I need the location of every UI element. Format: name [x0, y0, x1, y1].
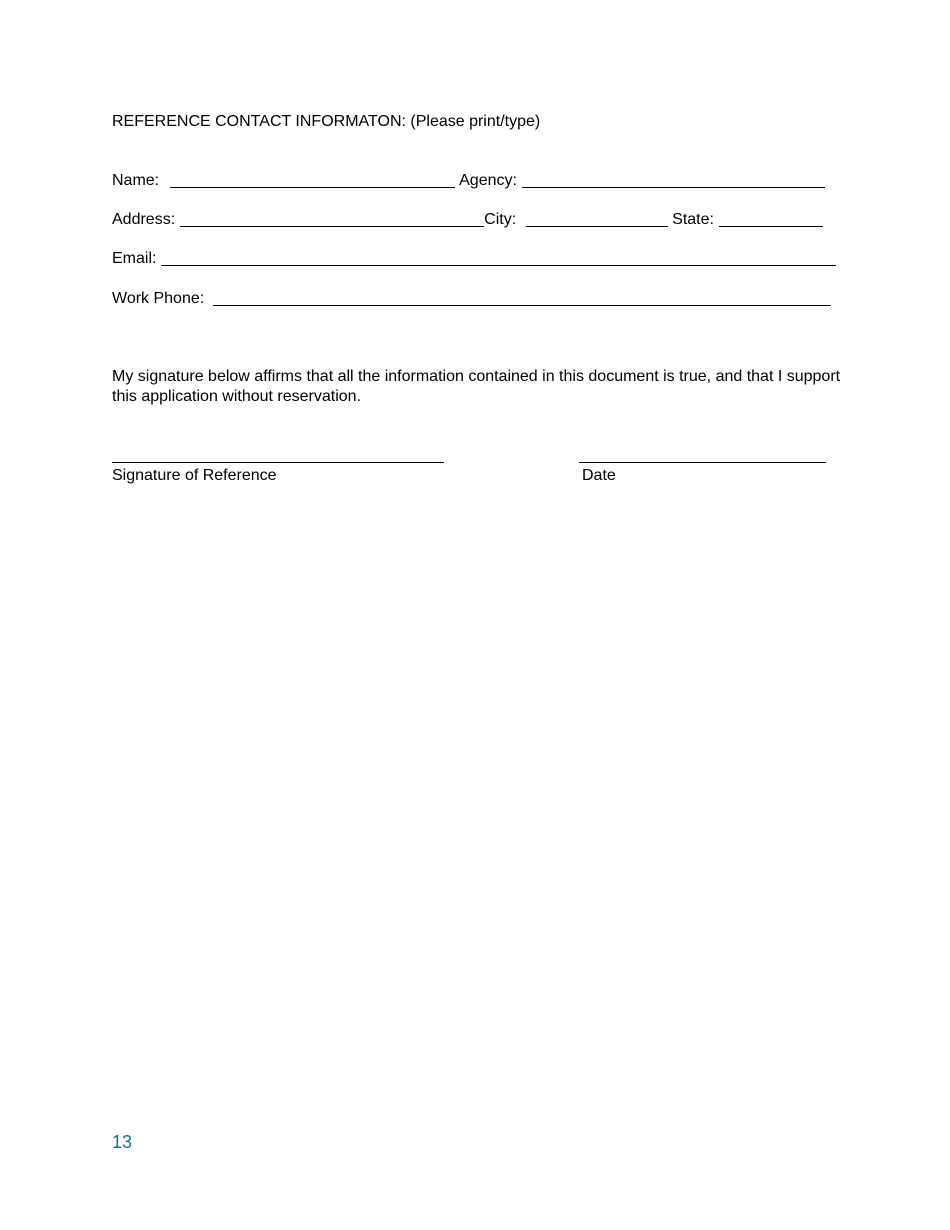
name-label: Name:: [112, 172, 160, 189]
form-heading: REFERENCE CONTACT INFORMATON: (Please print/type): [112, 113, 541, 130]
city-label: City:: [484, 211, 517, 228]
address-blank-field[interactable]: [180, 226, 484, 227]
address-label: Address:: [112, 211, 176, 228]
state-label: State:: [672, 211, 714, 228]
work-phone-label: Work Phone:: [112, 290, 205, 307]
work-phone-blank-field[interactable]: [213, 305, 831, 306]
address-city-state-row: [112, 209, 823, 231]
city-blank-field[interactable]: [526, 226, 668, 227]
signature-line[interactable]: [112, 462, 444, 463]
affirmation-statement: My signature below affirms that all the information contained in this document is true, and that I support this application without reservation.: [112, 368, 841, 405]
email-blank-field[interactable]: [161, 265, 836, 266]
email-row: [112, 248, 836, 270]
agency-blank-field[interactable]: [522, 187, 825, 188]
work-phone-row: [112, 288, 831, 310]
agency-label: Agency:: [459, 172, 517, 189]
page-number: 13: [112, 1132, 133, 1152]
name-agency-row: [112, 170, 825, 192]
name-blank-field[interactable]: [170, 187, 455, 188]
date-label: Date: [582, 467, 616, 484]
signature-of-reference-label: Signature of Reference: [112, 467, 277, 484]
date-line[interactable]: [579, 462, 826, 463]
state-blank-field[interactable]: [719, 226, 823, 227]
email-label: Email:: [112, 250, 157, 267]
